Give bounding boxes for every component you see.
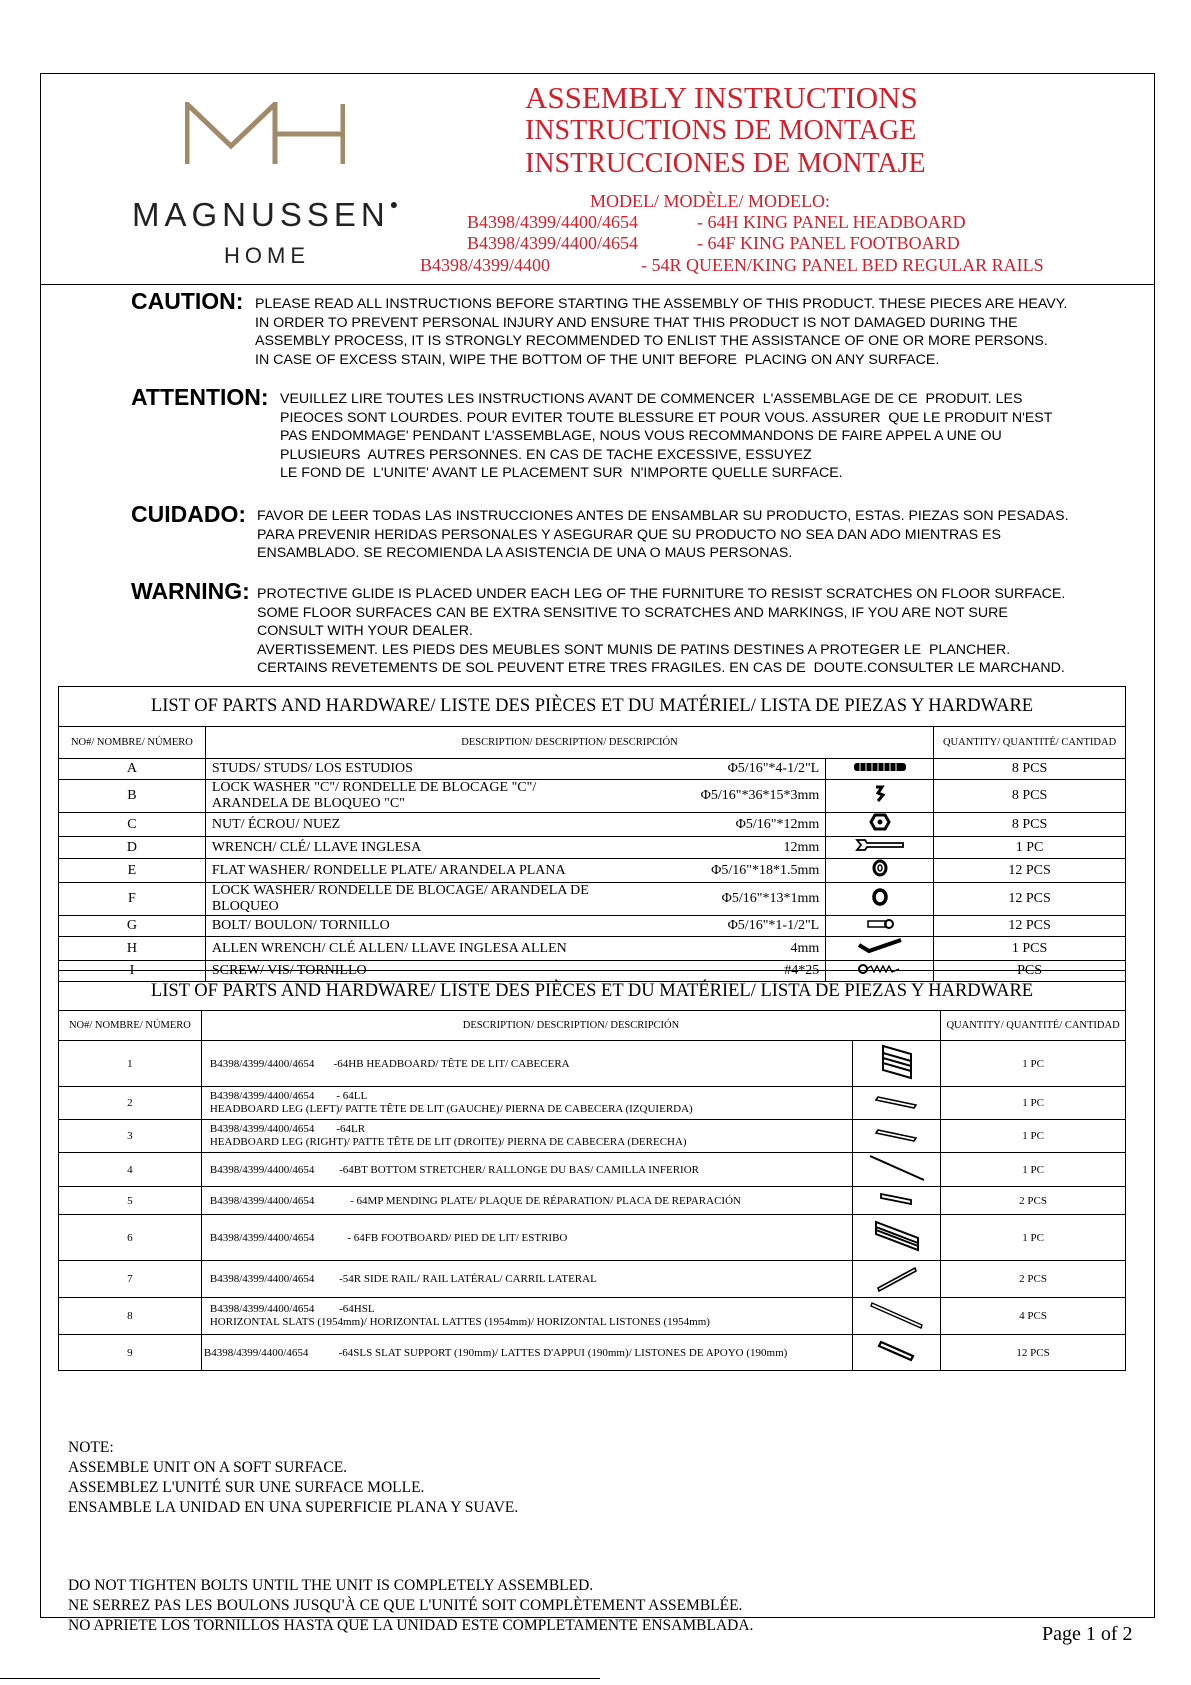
part-qty: 1 PC [941, 1120, 1126, 1153]
table-row [59, 1261, 1126, 1298]
part-no: 8 [59, 1298, 202, 1335]
table-row [59, 837, 1126, 859]
slat-icon [853, 1298, 941, 1335]
table-row [59, 883, 1126, 916]
part-size: 4mm [616, 937, 826, 961]
part-desc: - 64MP MENDING PLATE/ PLAQUE DE RÉPARATION/ PLACA DE REPARACIÓN [350, 1194, 741, 1207]
title-en: ASSEMBLY INSTRUCTIONS [525, 80, 918, 115]
part-desc-line2: HEADBOARD LEG (LEFT)/ PATTE TÊTE DE LIT (GAUCHE)/ PIERNA DE CABECERA (IZQUIERDA) [209, 1103, 693, 1115]
part-desc: LOCK WASHER/ RONDELLE DE BLOCAGE/ ARANDELA DE BLOQUEO [205, 883, 616, 916]
table-row [59, 780, 1126, 813]
part-no: D [59, 837, 206, 859]
leg-icon [853, 1120, 941, 1153]
warning-title: WARNING: [131, 578, 250, 604]
parts-title: LIST OF PARTS AND HARDWARE/ LISTE DES PIÈCES ET DU MATÉRIEL/ LISTA DE PIEZAS Y HARDWARE [150, 981, 1034, 1001]
part-no: 2 [59, 1087, 202, 1120]
part-code: B4398/4399/4400/4654 [209, 1303, 315, 1315]
part-desc: -64LR [336, 1123, 366, 1135]
plate-icon [853, 1187, 941, 1215]
side-rail-icon [853, 1261, 941, 1298]
model-code: B4398/4399/4400 [420, 255, 551, 275]
part-desc: BOLT/ BOULON/ TORNILLO [205, 916, 616, 937]
part-qty: 4 PCS [941, 1298, 1126, 1335]
headboard-icon [853, 1041, 941, 1087]
table-row [59, 1335, 1126, 1371]
stud-icon [826, 759, 934, 780]
part-desc: STUDS/ STUDS/ LOS ESTUDIOS [205, 759, 616, 780]
part-no: A [59, 759, 206, 780]
part-code: B4398/4399/4400/4654 [209, 1194, 315, 1207]
part-size: Φ5/16"*36*15*3mm [616, 780, 826, 813]
part-no: 4 [59, 1153, 202, 1187]
part-size: Φ5/16"*18*1.5mm [616, 859, 826, 883]
part-desc: ALLEN WRENCH/ CLÉ ALLEN/ LLAVE INGLESA ALLEN [205, 937, 616, 961]
warning-text: PROTECTIVE GLIDE IS PLACED UNDER EACH LEG OF THE FURNITURE TO RESIST SCRATCHES ON FLOOR SURFACE. SOME FLOOR SURFACES CAN BE EXTRA SENSITIVE TO SCRATCHES AND MARKINGS, IF YOU ARE NOT SURE CONSULT WITH YOUR DEALER. AVERTISSEMENT. LES PIEDS DES MEUBLES SONT MUNIS DE PATINS DESTINES A PROTEGER LE PLANCHER. CERTAINS REVETEMENTS DE SOL PEUVENT ETRE TRES FRAGILES. EN CAS DE DOUTE.CONSULTER LE MARCHAND. [257, 586, 1066, 677]
part-size: Φ5/16"*4-1/2"L [616, 759, 826, 780]
part-size: Φ5/16"*1-1/2"L [616, 916, 826, 937]
wrench-icon [826, 837, 934, 859]
bolt-icon [826, 916, 934, 937]
leg-icon [853, 1087, 941, 1120]
caution-title: CAUTION: [131, 288, 244, 314]
part-qty: 8 PCS [934, 813, 1126, 837]
part-qty: 12 PCS [934, 916, 1126, 937]
part-size: Φ5/16"*13*1mm [616, 883, 826, 916]
part-no: B [59, 780, 206, 813]
part-qty: 12 PCS [941, 1335, 1126, 1371]
footboard-icon [853, 1215, 941, 1261]
cuidado-title: CUIDADO: [131, 501, 246, 527]
part-code: B4398/4399/4400/4654 [209, 1123, 315, 1135]
slat-support-icon [853, 1335, 941, 1371]
note-soft-surface: NOTE: ASSEMBLE UNIT ON A SOFT SURFACE. ASSEMBLEZ L'UNITÉ SUR UNE SURFACE MOLLE. ENSAMBLE LA UNIDAD EN UNA SUPERFICIE PLANA Y SUAVE. [68, 1439, 519, 1516]
part-no: E [59, 859, 206, 883]
part-qty: 2 PCS [941, 1261, 1126, 1298]
model-desc: - 64F KING PANEL FOOTBOARD [697, 233, 960, 253]
part-no: G [59, 916, 206, 937]
model-desc: - 64H KING PANEL HEADBOARD [697, 212, 966, 232]
part-no: 3 [59, 1120, 202, 1153]
part-qty: 1 PCS [934, 937, 1126, 961]
parts-table [58, 1010, 1126, 1371]
model-desc: - 54R QUEEN/KING PANEL BED REGULAR RAILS [641, 255, 1044, 275]
part-code: B4398/4399/4400/4654 [209, 1090, 315, 1102]
part-size: #4*25 [616, 961, 826, 982]
part-code: B4398/4399/4400/4654 [203, 1346, 309, 1359]
part-qty: 1 PC [941, 1041, 1126, 1087]
c-washer-icon [826, 780, 934, 813]
brand-sub: HOME [224, 243, 310, 268]
allen-wrench-icon [826, 937, 934, 961]
model-header: MODEL/ MODÈLE/ MODELO: [590, 191, 830, 211]
col-header-no: NO#/ NOMBRE/ NÚMERO [59, 1011, 202, 1041]
lock-washer-icon [826, 883, 934, 916]
model-code: B4398/4399/4400/4654 [467, 212, 639, 232]
part-no: I [59, 961, 206, 982]
page-number: Page 1 of 2 [1042, 1623, 1133, 1645]
magnussen-logo-icon [185, 102, 345, 164]
table-row [59, 1153, 1126, 1187]
part-no: 9 [59, 1335, 202, 1371]
col-header-no: NO#/ NOMBRE/ NÚMERO [59, 727, 206, 759]
table-row [59, 1298, 1126, 1335]
part-qty: 1 PC [934, 837, 1126, 859]
part-desc-line2: HORIZONTAL SLATS (1954mm)/ HORIZONTAL LATTES (1954mm)/ HORIZONTAL LISTONES (1954mm) [209, 1316, 710, 1328]
part-size: 12mm [616, 837, 826, 859]
table-row [59, 813, 1126, 837]
title-fr: INSTRUCTIONS DE MONTAGE [525, 115, 917, 146]
part-desc: FLAT WASHER/ RONDELLE PLATE/ ARANDELA PLANA [205, 859, 616, 883]
part-no: F [59, 883, 206, 916]
part-qty: 1 PC [941, 1215, 1126, 1261]
header-divider [40, 284, 1155, 285]
part-desc: - 64LL [336, 1090, 368, 1102]
part-desc-line2: HEADBOARD LEG (RIGHT)/ PATTE TÊTE DE LIT (DROITE)/ PIERNA DE CABECERA (DERECHA) [209, 1136, 687, 1148]
part-qty: 8 PCS [934, 780, 1126, 813]
part-qty: 1 PC [941, 1087, 1126, 1120]
model-code: B4398/4399/4400/4654 [467, 233, 639, 253]
table-row [59, 916, 1126, 937]
part-no: H [59, 937, 206, 961]
table-row [59, 1041, 1126, 1087]
attention-text: VEUILLEZ LIRE TOUTES LES INSTRUCTIONS AVANT DE COMMENCER L'ASSEMBLAGE DE CE PRODUIT. LES PIEOCES SONT LOURDES. POUR EVITER TOUTE BLESSURE ET POUR VOUS. ASSURER QUE LE PRODUIT N'EST PAS ENDOMMAGE' PENDANT L'ASSEMBLAGE, NOUS VOUS RECOMMANDONS DE FAIRE APPEL A UNE OU PLUSIEURS AUTRES PERSONNES. EN CAS DE TACHE EXCESSIVE, ESSUYEZ LE FOND DE L'UNITE' AVANT LE PLACEMENT SUR N'IMPORTE QUELLE SURFACE. [280, 391, 1053, 482]
part-code: B4398/4399/4400/4654 [209, 1163, 315, 1176]
cuidado-text: FAVOR DE LEER TODAS LAS INSTRUCCIONES ANTES DE ENSAMBLAR SU PRODUCTO, ESTAS. PIEZAS SON PESADAS. PARA PREVENIR HERIDAS PERSONALES Y ASEGURAR QUE SU PRODUCTO NO SEA DAN ADO MIENTRAS ES ENSAMBLADO. SE RECOMIENDA LA ASISTENCIA DE UNA O MAUS PERSONAS. [257, 508, 1069, 562]
stretcher-icon [853, 1153, 941, 1187]
table-row [59, 859, 1126, 883]
part-desc: LOCK WASHER "C"/ RONDELLE DE BLOCAGE "C"/ ARANDELA DE BLOQUEO "C" [205, 780, 616, 813]
col-header-qty: QUANTITY/ QUANTITÉ/ CANTIDAD [941, 1011, 1126, 1041]
notes [68, 1398, 753, 1656]
table-row [59, 1087, 1126, 1120]
part-no: 5 [59, 1187, 202, 1215]
part-desc: - 64FB FOOTBOARD/ PIED DE LIT/ ESTRIBO [347, 1231, 568, 1244]
table-row [59, 1187, 1126, 1215]
part-qty: 2 PCS [941, 1187, 1126, 1215]
part-code: B4398/4399/4400/4654 [209, 1057, 315, 1070]
part-size: Φ5/16"*12mm [616, 813, 826, 837]
part-desc: NUT/ ÉCROU/ NUEZ [205, 813, 616, 837]
brand-name: MAGNUSSEN● [132, 196, 404, 233]
table-row [59, 759, 1126, 780]
part-desc: -64SLS SLAT SUPPORT (190mm)/ LATTES D'APPUI (190mm)/ LISTONES DE APOYO (190mm) [338, 1346, 788, 1359]
col-header-qty: QUANTITY/ QUANTITÉ/ CANTIDAD [934, 727, 1126, 759]
part-qty: 12 PCS [934, 859, 1126, 883]
part-code: B4398/4399/4400/4654 [209, 1273, 315, 1285]
part-no: 1 [59, 1041, 202, 1087]
part-desc: SCREW/ VIS/ TORNILLO [205, 961, 616, 982]
part-desc: -64BT BOTTOM STRETCHER/ RALLONGE DU BAS/ CAMILLA INFERIOR [339, 1163, 699, 1176]
part-desc: -64HSL [339, 1303, 375, 1315]
flat-washer-icon [826, 859, 934, 883]
part-qty: 8 PCS [934, 759, 1126, 780]
table-row [59, 1215, 1126, 1261]
table-row [59, 1120, 1126, 1153]
title-es: INSTRUCCIONES DE MONTAJE [525, 148, 926, 179]
part-no: 7 [59, 1261, 202, 1298]
part-qty: 12 PCS [934, 883, 1126, 916]
hardware-title: LIST OF PARTS AND HARDWARE/ LISTE DES PIÈCES ET DU MATÉRIEL/ LISTA DE PIEZAS Y HARDWARE [150, 696, 1034, 716]
part-qty: 1 PC [941, 1153, 1126, 1187]
part-qty: PCS [934, 961, 1126, 982]
part-desc: WRENCH/ CLÉ/ LLAVE INGLESA [205, 837, 616, 859]
col-header-desc: DESCRIPTION/ DESCRIPTION/ DESCRIPCIÓN [205, 727, 933, 759]
note-tighten: DO NOT TIGHTEN BOLTS UNTIL THE UNIT IS COMPLETELY ASSEMBLED. NE SERREZ PAS LES BOULONS JUSQU'À CE QUE L'UNITÉ SOIT COMPLÈTEMENT ASSEMBLÉE. NO APRIETE LOS TORNILLOS HASTA QUE LA UNIDAD ESTE COMPLETAMENTE ENSAMBLADA. [68, 1577, 754, 1634]
part-code: B4398/4399/4400/4654 [209, 1231, 315, 1244]
attention-title: ATTENTION: [131, 384, 269, 410]
part-no: 6 [59, 1215, 202, 1261]
part-desc: -64HB HEADBOARD/ TÊTE DE LIT/ CABECERA [333, 1057, 570, 1070]
part-no: C [59, 813, 206, 837]
caution-text: PLEASE READ ALL INSTRUCTIONS BEFORE STARTING THE ASSEMBLY OF THIS PRODUCT. THESE PIECES ARE HEAVY. IN ORDER TO PREVENT PERSONAL INJURY AND ENSURE THAT THIS PRODUCT IS NOT DAMAGED DURING THE ASSEMBLY PROCESS, IT IS STRONGLY RECOMMENDED TO ENLIST THE ASSISTANCE OF ONE OR MORE PERSONS. IN CASE OF EXCESS STAIN, WIPE THE BOTTOM OF THE UNIT BEFORE PLACING ON ANY SURFACE. [255, 296, 1068, 368]
hardware-table [58, 726, 1126, 982]
nut-icon [826, 813, 934, 837]
bottom-rule [0, 1678, 600, 1679]
table-row [59, 937, 1126, 961]
part-desc: -54R SIDE RAIL/ RAIL LATÉRAL/ CARRIL LATERAL [339, 1273, 597, 1285]
col-header-desc: DESCRIPTION/ DESCRIPTION/ DESCRIPCIÓN [201, 1011, 940, 1041]
